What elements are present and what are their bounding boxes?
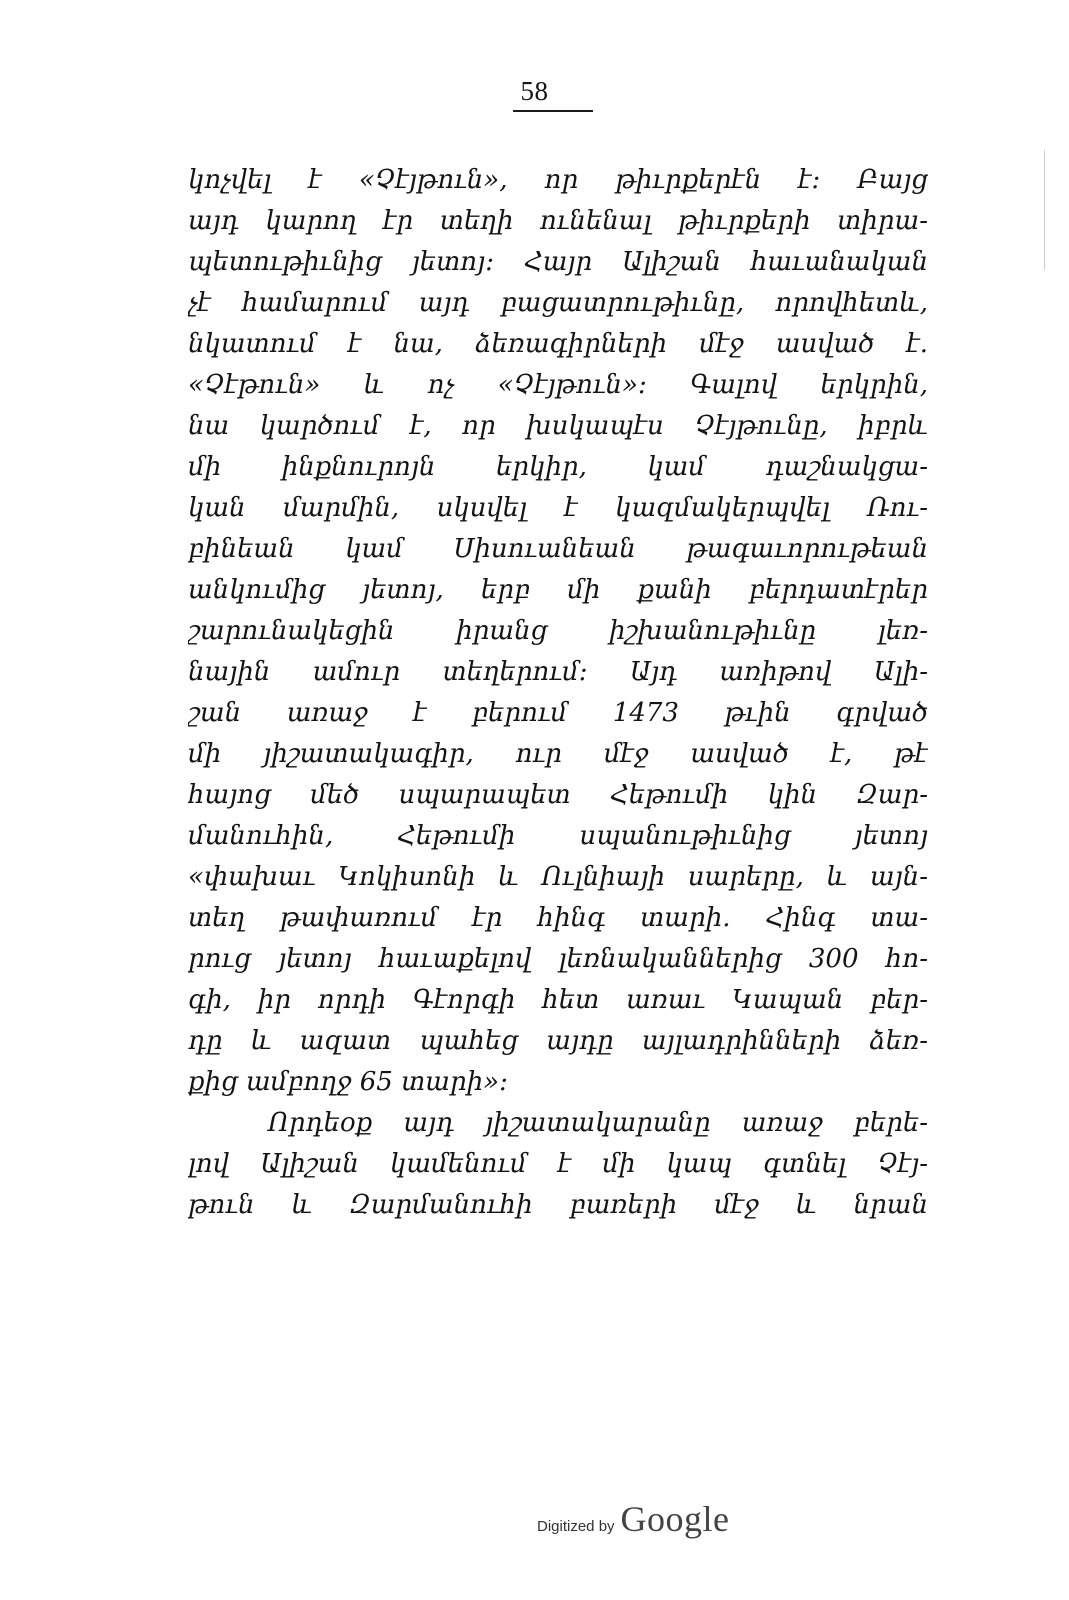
- text-line: պետութիւնից յետոյ։ Հայր Ալիշան հաւանական: [188, 247, 928, 277]
- digitized-label: Digitized by: [537, 1518, 615, 1535]
- text-line: անկումից յետոյ, երբ մի քանի բերդատէրեր: [188, 575, 928, 605]
- text-line: տեղ թափառում էր հինգ տարի. Հինգ տա-: [188, 903, 928, 933]
- text-line: քից ամբողջ 65 տարի»։: [188, 1067, 508, 1097]
- text-line: թուն և Զարմանուհի բառերի մէջ և նրան: [188, 1190, 928, 1220]
- text-line: նկատում է նա, ձեռագիրների մէջ ասված է.: [188, 329, 928, 359]
- scan-edge-mark: [1044, 150, 1045, 270]
- google-logo: Google: [620, 1499, 730, 1539]
- text-line: գի, իր որդի Գէորգի հետ առաւ Կապան բեր-: [188, 985, 928, 1015]
- text-line: րուց յետոյ հաւաքելով լեռնականներից 300 հո-: [188, 944, 928, 974]
- text-line: լով Ալիշան կամենում է մի կապ գտնել Չէյ-: [188, 1149, 928, 1179]
- digitized-by-footer: [537, 1498, 730, 1540]
- text-line: «Չէթուն» և ոչ «Չէյթուն»։ Գալով երկրին,: [188, 370, 928, 400]
- text-line: այդ կարող էր տեղի ունենալ թիւրքերի տիրա-: [188, 206, 928, 236]
- text-line: նա կարծում է, որ խսկապէս Չէյթունը, իբրև: [188, 411, 928, 441]
- text-line: շան առաջ է բերում 1473 թւին գրված: [188, 698, 928, 728]
- text-line: նային ամուր տեղերում։ Այդ առիթով Ալի-: [188, 657, 928, 687]
- text-line: բինեան կամ Սիսուանեան թագաւորութեան: [188, 534, 928, 564]
- page-number: 58: [520, 76, 549, 106]
- paragraph-first-line: Որդեօք այդ յիշատակարանը առաջ բերե-: [268, 1108, 928, 1138]
- text-line: մի յիշատակագիր, ուր մէջ ասված է, թէ: [188, 739, 928, 769]
- page-number-rule: [513, 110, 593, 112]
- text-line: մի ինքնուրոյն երկիր, կամ դաշնակցա-: [188, 452, 928, 482]
- text-line: կոչվել է «Չէյթուն», որ թիւրքերէն է։ Բայց: [188, 165, 928, 195]
- text-line: «փախաւ Կոկիսոնի և Ուլնիայի սարերը, և այն-: [188, 862, 928, 892]
- text-line: դը և ազատ պահեց այդը այլադրինների ձեռ-: [188, 1026, 928, 1056]
- text-line: չէ համարում այդ բացատրութիւնը, որովհետև,: [188, 288, 928, 318]
- text-line: կան մարմին, սկսվել է կազմակերպվել Ռու-: [188, 493, 928, 523]
- text-line: հայոց մեծ սպարապետ Հեթումի կին Զար-: [188, 780, 928, 810]
- text-line: շարունակեցին իրանց իշխանութիւնը լեռ-: [188, 616, 928, 646]
- body-text: [188, 160, 928, 1226]
- text-line: մանուհին, Հեթումի սպանութիւնից յետոյ: [188, 821, 928, 851]
